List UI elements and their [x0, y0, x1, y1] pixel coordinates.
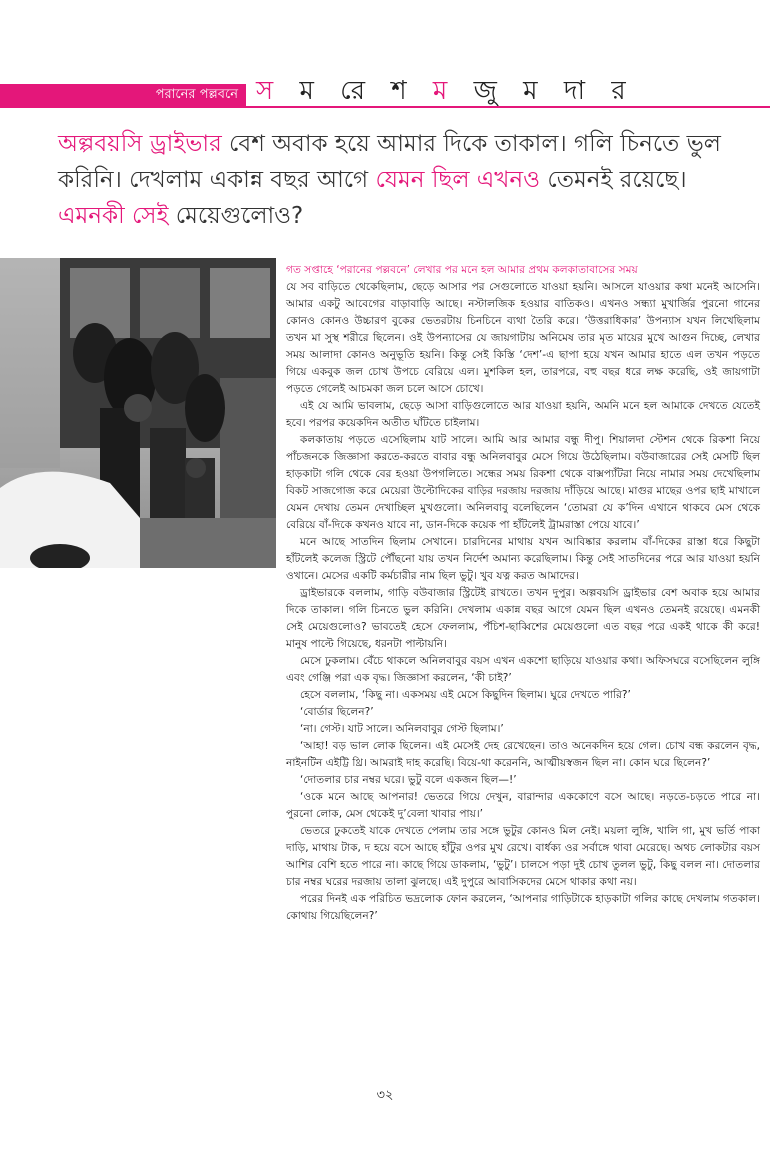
paragraph: ড্রাইভারকে বললাম, গাড়ি বউবাজার স্ট্রিটেই রাখতে। তখন দুপুর। অল্পবয়সি ড্রাইভার বেশ অবাক হয়ে আমার দিকে তাকাল। গলি চিনতে ভুল করিনি। দেখলাম একান্ন বছর আগে যেমন ছিল এখনও তেমনই রয়েছে। এমনকী সেই মেয়েগুলোও? ভাবতেই হেসে ফেললাম, পঁচিশ-ছাব্বিশের মেয়েগুলো এত বছর পরে একই থাকে কী করে! মানুষ পাল্টে গিয়েছে, ধরনটা পাল্টায়নি।	[286, 587, 760, 650]
paragraph: মেসে ঢুকলাম। বেঁচে থাকলে অনিলবাবুর বয়স এখন একশো ছাড়িয়ে যাওয়ার কথা। অফিসঘরে বসেছিলেন লুঙ্গি এবং গেঞ্জি পরা এক বৃদ্ধ। জিজ্ঞাসা করলেন, ‘কী চাই?’	[286, 655, 760, 684]
paragraph: পরের দিনই এক পরিচিত ভদ্রলোক ফোন করলেন, ‘আপনার গাড়িটাকে হাড়কাটা গলির কাছে দেখলাম গতকাল। কোথায় গিয়েছিলেন?’	[286, 893, 760, 922]
column-name: পরানের পল্লবনে	[155, 87, 238, 102]
page-number: ৩২	[376, 1088, 394, 1103]
paragraph: ‘আহা! বড় ভাল লোক ছিলেন। এই মেসেই দেহ রেখেছেন। তাও অনেকদিন হয়ে গেল। চোখ বন্ধ করলেন বৃদ্ধ, নাইনটিন এইট্টি থ্রি। আমরাই দাহ করেছি। বিয়ে-থা করেননি, আত্মীয়স্বজন ছিল না। কোন ঘরে ছিলেন?’	[286, 740, 760, 769]
paragraph: যে সব বাড়িতে থেকেছিলাম, ছেড়ে আসার পর সেগুলোতে যাওয়া হয়নি। আসলে যাওয়ার কথা মনেই আসেনি। আমার একটু আবেগের বাড়াবাড়ি আছে। নস্টালজিক হওয়ার বাতিকও। এখনও সন্ধ্যা মুখার্জির পুরনো গানের কোনও কোনও উচ্চারণ বুকের ভেতরটায় চিনচিনে ব্যথা তৈরি করে। ‘উত্তরাধিকার’ উপন্যাস যখন লিখেছিলাম তখন মা সুস্থ শরীরে ছিলেন। ওই উপন্যাসের যে জায়গাটায় অনিমেষ তার মৃত মায়ের মুখে আগুন দিচ্ছে, লেখার সময় আলাদা কোনও অনুভূতি হয়নি। কিন্তু সেই কিস্তি ‘দেশ’-এ ছাপা হয়ে যখন আমার হাতে এল তখন পড়তে গিয়ে একবুক জল চোখ উপচে বেরিয়ে এল। মুশকিল হল, তারপরে, বহু বছর ধরে লক্ষ করেছি, ওই জায়গাটা পড়তে গেলেই আচমকা জল চলে আসে চোখে।	[286, 281, 760, 395]
article-body	[286, 262, 760, 925]
column-name-bar	[0, 84, 246, 106]
paragraph: ভেতরে ঢুকতেই যাকে দেখতে পেলাম তার সঙ্গে ভুটুর কোনও মিল নেই। ময়লা লুঙ্গি, খালি গা, মুখ ভর্তি পাকা দাড়ি, মাথায় টাক, দ হয়ে বসে আছে হাঁটুর ওপর মুখ রেখে। বার্ধক্য ওর সর্বাঙ্গে থাবা মেরেছে। অথচ লোকটার বয়স আশির বেশি হতে পারে না। কাছে গিয়ে ডাকলাম, ‘ভুটু’। চালসে পড়া দুই চোখ তুলল ভুটু, কিছু বলল না। দোতলার চার নম্বর ঘরের দরজায় তালা ঝুলছে। এই দুপুরে আবাসিকদের মেসে থাকার কথা নয়।	[286, 825, 760, 888]
paragraph: এই যে আমি ভাবলাম, ছেড়ে আসা বাড়িগুলোতে আর যাওয়া হয়নি, অমনি মনে হল আমাকে দেখতে যেতেই হবে। পরপর কয়েকদিন অতীত ঘাঁটতে চাইলাম।	[286, 400, 760, 429]
paragraph: ‘না। গেস্ট। যাট সালে। অনিলবাবুর গেস্ট ছিলাম।’	[300, 723, 504, 735]
lead-line: গত সপ্তাহে ‘পরানের পল্লবনে’ লেখার পর মনে হল আমার প্রথম কলকাতাবাসের সময়	[286, 264, 638, 276]
paragraph: ‘দোতলার চার নম্বর ঘরে। ভুটু বলে একজন ছিল—!’	[300, 774, 517, 786]
paragraph: হেসে বললাম, ‘কিছু না। একসময় এই মেসে কিছুদিন ছিলাম। ঘুরে দেখতে পারি?’	[300, 689, 631, 701]
paragraph: ‘বোর্ডার ছিলেন?’	[300, 706, 374, 718]
author-name: স ম রে শ ম জু ম দা র	[256, 76, 635, 106]
header-rule	[0, 106, 770, 108]
pull-quote: অল্পবয়সি ড্রাইভার বেশ অবাক হয়ে আমার দিকে তাকাল। গলি চিনতে ভুল করিনি। দেখলাম একান্ন বছর আগে যেমন ছিল এখনও তেমনই রয়েছে। এমনকী সেই মেয়েগুলোও?	[58, 131, 721, 229]
paragraph: ‘ওকে মনে আছে আপনার! ভেতরে গিয়ে দেখুন, বারান্দার এককোণে বসে আছে। নড়তে-চড়তে পারে না। পুরনো লোক, মেস থেকেই দু’বেলা খাবার পায়।’	[286, 791, 760, 820]
paragraph: মনে আছে সাতদিন ছিলাম সেখানে। চারদিনের মাথায় যখন আবিষ্কার করলাম বাঁ-দিকের রাস্তা ধরে কিছুটা হাঁটলেই কলেজ স্ট্রিটে পৌঁছনো যায় তখন নির্দেশ অমান্য করেছিলাম। কিন্তু সেই সাতদিনের পরে আর যাওয়া হয়নি ওখানে। মেসের একটি কর্মচারীর নাম ছিল ভুটু। খুব যত্ন করত আমাদের।	[286, 536, 760, 582]
photo-illustration	[0, 258, 276, 568]
article-photo	[0, 258, 276, 568]
paragraph: কলকাতায় পড়তে এসেছিলাম যাট সালে। আমি আর আমার বন্ধু দীপু। শিয়ালদা স্টেশন থেকে রিকশা নিয়ে পাঁচজনকে জিজ্ঞাসা করতে-করতে বাবার বন্ধু অনিলবাবুর মেসে গিয়ে উঠেছিলাম। বউবাজারের সেই মেসটি ছিল হাড়কাটা গলি থেকে বের হওয়া উপগলিতে। সন্ধের সময় রিকশা থেকে বাক্সপ্যাঁটরা নিয়ে নামার সময় দেখেছিলাম বিকট সাজগোজ করে মেয়েরা উল্টোদিকের বাড়ির দরজায় দরজায় দাঁড়িয়ে আছে। মাগুর মাছের ওপর ছাই মাখালে যেমন দেখায় তেমন দেখাচ্ছিল মুখগুলো। অনিলবাবু বলেছিলেন ‘তোমরা যে ক’দিন এখানে থাকবে মেস থেকে বেরিয়ে বাঁ-দিকে কখনও যাবে না, ডান-দিকে কয়েক পা হাঁটলেই ট্রামরাস্তা পেয়ে যাবে।’	[286, 434, 760, 531]
